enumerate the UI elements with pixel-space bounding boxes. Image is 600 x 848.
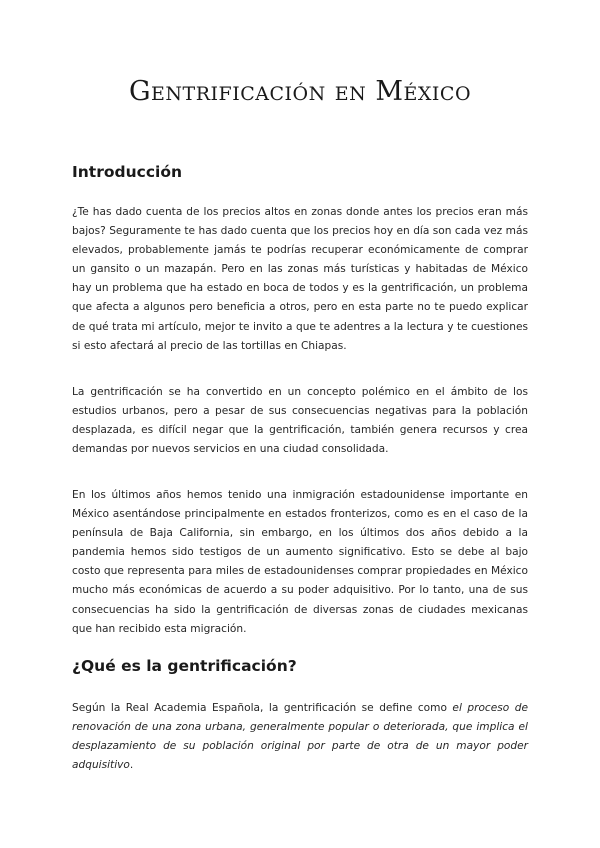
document-title: Gentrificación en México	[128, 76, 472, 107]
section-heading-introduccion: Introducción	[72, 163, 183, 181]
section-heading-que-es: ¿Qué es la gentrificación?	[72, 657, 297, 675]
definition-end: .	[129, 759, 134, 772]
definition-quote: el proceso de renovación de una zona urbana, generalmente popular o deteriorada, que implica el desplazamiento de su población original por parte de otra de un mayor poder adquisitivo	[72, 702, 529, 772]
paragraph-concept: La gentrificación se ha convertido en un concepto polémico en el ámbito de los estudios urbanos, pero a pesar de sus consecuencias negativas para la población desplazada, es difícil negar que la gentrificación, también genera recursos y crea demandas por nuevos servicios en una ciudad consolidada.	[72, 386, 528, 456]
paragraph-definition	[72, 699, 528, 775]
definition-intro-text: Según la Real Academia Española, la gentrificación se define como	[72, 702, 453, 714]
paragraph-migration: En los últimos años hemos tenido una inmigración estadounidense importante en México asentándose principalmente en estados fronterizos, como es en el caso de la península de Baja California, sin embargo, en los últimos dos años debido a la pandemia hemos sido testigos de un aumento significativo. Esto se debe al bajo costo que representa para miles de estadounidenses comprar propiedades en México mucho más económicas de acuerdo a su poder adquisitivo. Por lo tanto, una de sus consecuencias ha sido la gentrificación de diversas zonas de ciudades mexicanas que han recibido esta migración.	[72, 489, 528, 635]
paragraph-intro: ¿Te has dado cuenta de los precios altos en zonas donde antes los precios eran más bajos? Seguramente te has dado cuenta que los precios hoy en día son cada vez más elevados, probablemente jamás te podrías recuperar económicamente de comprar un gansito o un mazapán. Pero en las zonas más turísticas y habitadas de México hay un problema que ha estado en boca de todos y es la gentrificación, un problema que afecta a algunos pero beneficia a otros, pero en esta parte no te puedo explicar de qué trata mi artículo, mejor te invito a que te adentres a la lectura y te cuestiones si esto afectará al precio de las tortillas en Chiapas.	[72, 206, 528, 352]
